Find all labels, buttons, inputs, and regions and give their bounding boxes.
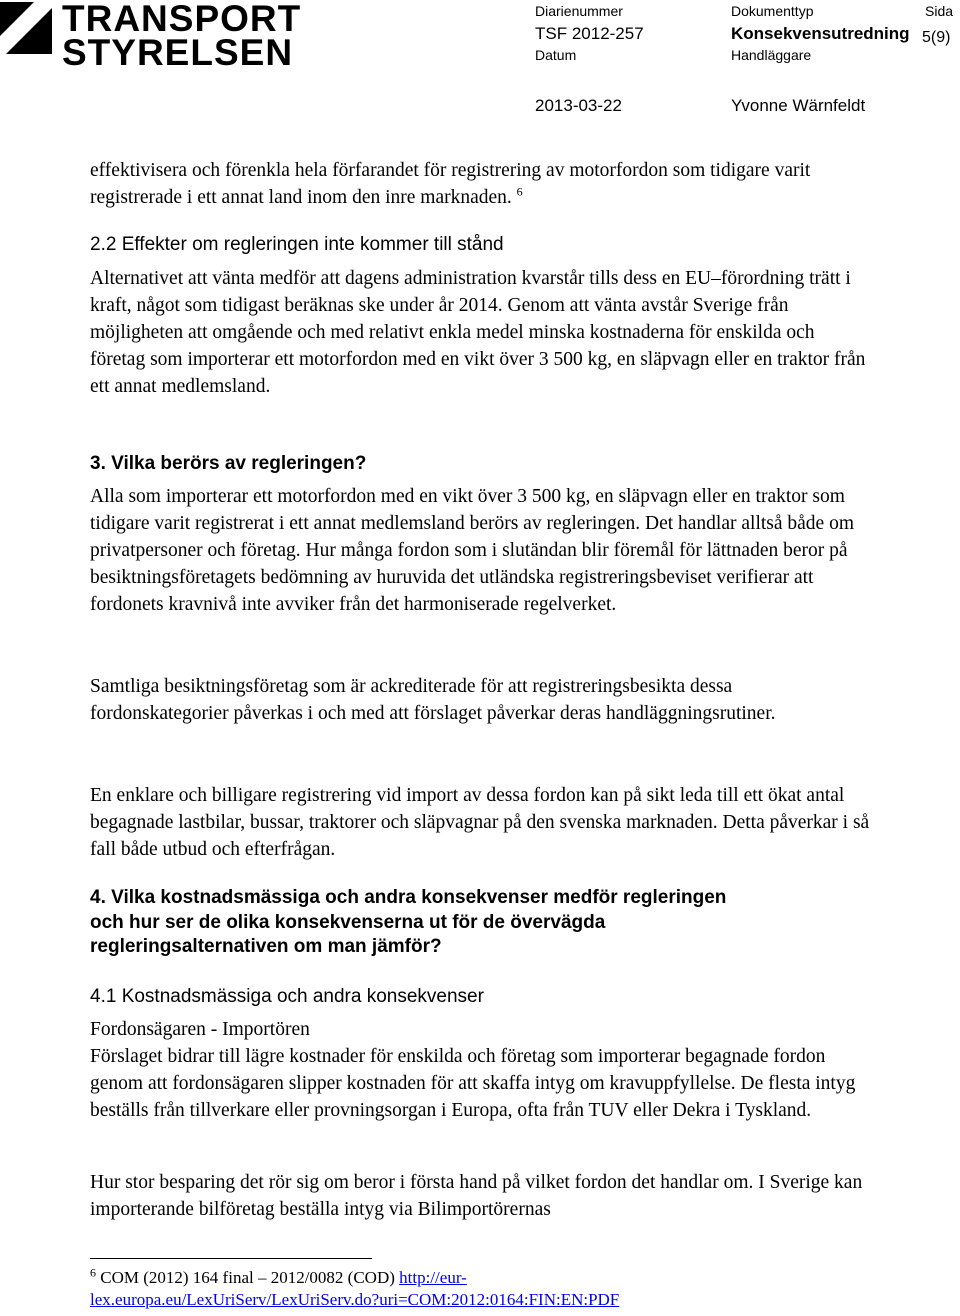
handlaggare-label: Handläggare [731, 47, 812, 63]
paragraph-2-2: Alternativet att vänta medför att dagens administration kvarstår tills dess en EU–förordning trätt i kraft, något som tidigast beräknas ske under år 2014. Genom att vänta avstår Sverige från möjligheten att omgående och med relativt enkla medel minska kostnaderna för enskilda och företag som importerar ett motorfordon med en vikt över 3 500 kg, en släpvagn eller en traktor från ett annat medlemsland. [90, 268, 866, 397]
heading-4-1: 4.1 Kostnadsmässiga och andra konsekvenser [90, 986, 484, 1007]
datum-label: Datum [535, 47, 577, 63]
paragraph-3c: En enklare och billigare registrering vid import av dessa fordon kan på sikt leda till ett ökat antal begagnade lastbilar, bussar, traktorer och släpvagnar på den svenska marknaden. Detta påverkar i så fall både utbud och efterfrågan. [90, 785, 870, 860]
handlaggare-value: Yvonne Wärnfeldt [731, 96, 866, 115]
logo-line-1: TRANSPORT [62, 0, 302, 39]
datum-value: 2013-03-22 [535, 96, 622, 115]
sida-label: Sida [925, 3, 954, 19]
footnote-number: 6 [90, 1265, 96, 1280]
dokumenttyp-value: Konsekvensutredning [731, 24, 910, 43]
heading-2-2: 2.2 Effekter om regleringen inte kommer till stånd [90, 234, 504, 255]
diarienummer-label: Diarienummer [535, 3, 623, 19]
footnote [90, 1267, 890, 1311]
footnote-ref[interactable]: 6 [516, 184, 523, 199]
footnote-separator [90, 1258, 372, 1259]
logo-line-2: STYRELSEN [62, 32, 294, 73]
transportstyrelsen-logo [0, 0, 310, 72]
footnote-text: COM (2012) 164 final – 2012/0082 (COD) [100, 1268, 395, 1287]
dokumenttyp-label: Dokumenttyp [731, 3, 814, 19]
paragraph-3a: Alla som importerar ett motorfordon med en vikt över 3 500 kg, en släpvagn eller en traktor som tidigare varit registrerat i ett annat medlemsland berörs av regleringen. Det handlar alltså både om privatpersoner och företag. Hur många fordon som i slutändan blir föremål för lättnaden beror på besiktningsföretagets bedömning av huruvida det utländska registreringsbeviset verifierar att fordonets kravnivå inte avviker från det harmoniserade regelverket. [90, 486, 854, 615]
heading-4-line-2: och hur ser de olika konsekvenserna ut för de övervägda [90, 912, 606, 933]
paragraph-3b: Samtliga besiktningsföretag som är ackrediterade för att registreringsbesikta dessa fordonskategorier påverkas i och med att förslaget påverkar deras handläggningsrutiner. [90, 676, 776, 724]
logo-mark-icon [0, 2, 56, 68]
subheading-fordonsagaren: Fordonsägaren - Importören [90, 1019, 310, 1040]
sida-value: 5(9) [922, 29, 951, 46]
paragraph-4-1b: Hur stor besparing det rör sig om beror i första hand på vilket fordon det handlar om. I Sverige kan importerande bilföretag beställa intyg via Bilimportörernas [90, 1172, 863, 1220]
heading-3: 3. Vilka berörs av regleringen? [90, 453, 367, 474]
intro-paragraph: effektivisera och förenkla hela förfarandet för registrering av motorfordon som tidigare varit registrerade i ett annat land inom den inre marknaden. $^6$ [90, 160, 811, 208]
heading-4-line-3: regleringsalternativen om man jämför? [90, 936, 442, 957]
paragraph-4-1a: Förslaget bidrar till lägre kostnader för enskilda och företag som importerar begagnade fordon genom att fordonsägaren slipper kostnaden för att skaffa intyg om kravuppfyllelse. De flesta intyg beställs från tillverkare eller provningsorgan i Europa, ofta från TUV eller Dekra i Tyskland. [90, 1046, 856, 1121]
footnote-link-line-2[interactable]: lex.europa.eu/LexUriServ/LexUriServ.do?uri=COM:2012:0164:FIN:EN:PDF [90, 1290, 620, 1309]
footnote-link-line-1[interactable]: http://eur- [399, 1268, 467, 1287]
diarienummer-value: TSF 2012-257 [535, 24, 644, 43]
heading-4-line-1: 4. Vilka kostnadsmässiga och andra konsekvenser medför regleringen [90, 887, 727, 908]
